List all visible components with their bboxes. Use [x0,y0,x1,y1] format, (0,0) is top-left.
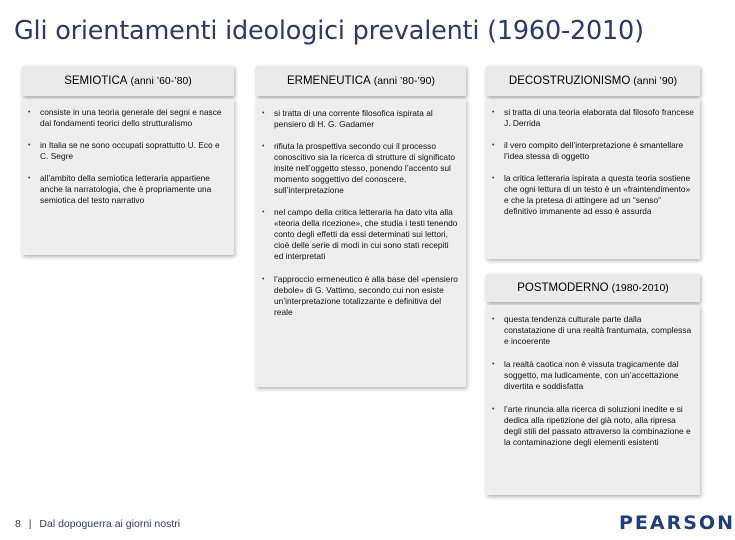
decostruzionismo-list [486,99,700,217]
list-item: • rifiuta la prospettiva secondo cui il processo conoscitivo sia la ricerca di strutture di significato insite nell’oggetto stesso, ponendo l’accento sul momento soggettivo del conoscere, sull’interpretazione [262,141,460,196]
list-item: • l’arte rinuncia alla ricerca di soluzioni inedite e si dedica alla ripetizione del già noto, alla ripresa degli stili del passato attraverso la combinazione e la contaminazione degli elementi esistenti [492,404,694,448]
ermeneutica-box [256,99,466,387]
list-item: • la critica letteraria ispirata a questa teoria sostiene che ogni lettura di un testo è un «fraintendimento» e che la pretesa di attingere ad un “senso” definitivo immanente ad esso è assurda [492,173,694,217]
pearson-logo: PEARSON [619,512,735,534]
ermeneutica-list [256,99,466,318]
list-item: • questa tendenza culturale parte dalla constatazione di una realtà frantumata, complessa e incoerente [492,314,694,347]
footer-section: Dal dopoguerra ai giorni nostri [39,518,181,530]
decostruzionismo-period: (anni ’90) [633,75,678,87]
semiotica-box [22,99,234,255]
ermeneutica-period: (anni ’80-’90) [373,75,435,87]
postmoderno-list [486,305,700,448]
semiotica-name: SEMIOTICA [64,75,128,87]
decostruzionismo-header [486,66,700,96]
list-item: • il vero compito dell’interpretazione è smantellare l’idea stessa di oggetto [492,140,694,162]
decostruzionismo-name: DECOSTRUZIONISMO [508,75,631,87]
ermeneutica-header [256,66,466,96]
list-item: • si tratta di una corrente filosofica ispirata al pensiero di H. G. Gadamer [262,108,460,130]
semiotica-list [22,99,234,206]
list-item: • consiste in una teoria generale dei segni e nasce dai fondamenti teorici dello strutturalismo [28,107,228,129]
list-item: • all’ambito della semiotica letteraria appartiene anche la narratologia, che è propriamente una semiotica del testo narrativo [28,173,228,206]
list-item: • in Italia se ne sono occupati soprattutto U. Eco e C. Segre [28,140,228,162]
slide-title: Gli orientamenti ideologici prevalenti (1960-2010) [14,16,644,46]
semiotica-period: (anni ’60-’80) [130,75,192,87]
list-item: • la realtà caotica non è vissuta tragicamente dal soggetto, ma ludicamente, con un’accettazione divertita e soddisfatta [492,359,694,392]
list-item: • l’approccio ermeneutico è alla base del «pensiero debole» di G. Vattimo, secondo cui non esiste un’interpretazione totalizzante e definitiva del reale [262,274,460,318]
semiotica-header [22,66,234,96]
footer-separator: | [28,518,32,530]
list-item: • nel campo della critica letteraria ha dato vita alla «teoria della ricezione», che studia i testi tenendo conto degli effetti da essi determinati sui lettori, cioè delle serie di modi in cui sono stati recepiti ed interpretati [262,207,460,262]
postmoderno-header [486,274,700,302]
page-number: 8 [15,518,21,530]
postmoderno-name: POSTMODERNO [517,282,609,294]
postmoderno-box [486,305,700,495]
list-item: • si tratta di una teoria elaborata dal filosofo francese J. Derrida [492,107,694,129]
postmoderno-period: (1980-2010) [611,282,669,294]
decostruzionismo-box [486,99,700,259]
footer [15,518,180,530]
ermeneutica-name: ERMENEUTICA [287,75,371,87]
